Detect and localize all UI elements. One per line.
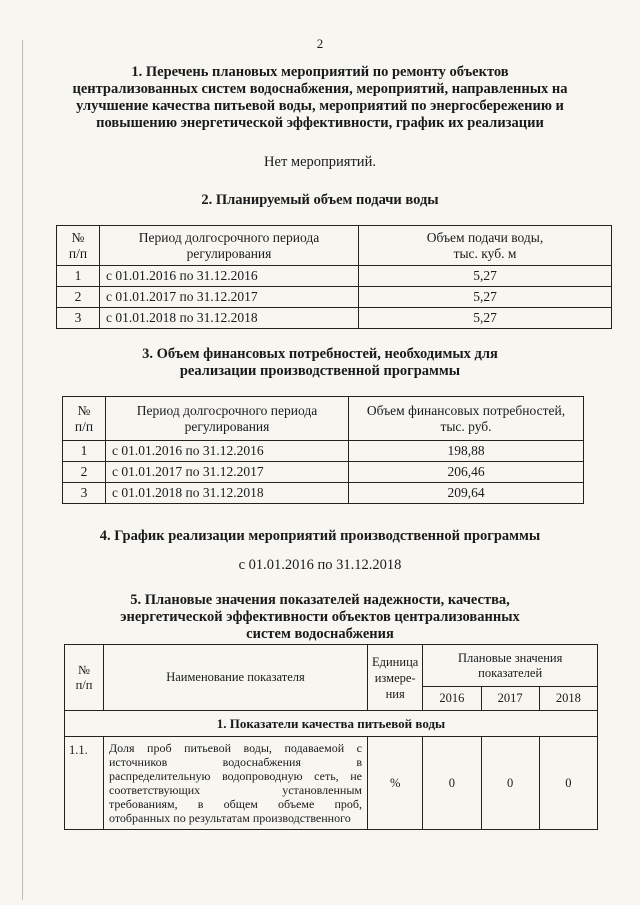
section5-title: 5. Плановые значения показателей надежности, качества, энергетической эффективности объектов централизованных систем водоснабжения (120, 592, 520, 642)
group-title: 1. Показатели качества питьевой воды (65, 711, 598, 737)
table-row: 2 с 01.01.2017 по 31.12.2017 5,27 (57, 287, 612, 308)
header-period: Период долгосрочного периода регулирования (100, 226, 359, 266)
page-number: 2 (316, 36, 324, 51)
section3-title: 3. Объем финансовых потребностей, необходимых для реализации производственной программы (142, 346, 498, 379)
table-row: 2 с 01.01.2017 по 31.12.2017 206,46 (63, 462, 584, 483)
header-indicator-name: Наименование показателя (104, 645, 368, 711)
table-row: 3 с 01.01.2018 по 31.12.2018 5,27 (57, 308, 612, 329)
header-year-2017: 2017 (481, 687, 539, 711)
row-num: 1.1. (65, 737, 104, 830)
header-num: № п/п (57, 226, 100, 266)
section1-title: 1. Перечень плановых мероприятий по ремонту объектов централизованных систем водоснабжения, мероприятий, направленных на улучшение качества питьевой воды, мероприятий по энергосбережению и повышению энергетической эффективности, график их реализации (72, 64, 568, 131)
header-period: Период долгосрочного периода регулирования (106, 397, 349, 441)
table-header-row (65, 645, 598, 687)
row-value-2017: 0 (481, 737, 539, 830)
header-num: № п/п (63, 397, 106, 441)
scan-margin-line (22, 40, 23, 900)
row-unit: % (368, 737, 423, 830)
header-year-2016: 2016 (423, 687, 481, 711)
section1-note: Нет мероприятий. (264, 154, 376, 170)
header-num: № п/п (65, 645, 104, 711)
header-planned-values: Плановые значения показателей (423, 645, 598, 687)
section4-period: с 01.01.2016 по 31.12.2018 (238, 557, 402, 573)
table-row: 3 с 01.01.2018 по 31.12.2018 209,64 (63, 483, 584, 504)
section4-title: 4. График реализации мероприятий производственной программы (99, 528, 541, 544)
row-value-2018: 0 (539, 737, 597, 830)
row-value-2016: 0 (423, 737, 481, 830)
row-indicator-name: Доля проб питьевой воды, подаваемой с источников водоснабжения в распределительную водопроводную сеть, не соответствующих установленным требованиям, в общем объеме проб, отобранных по результатам производственного (104, 737, 368, 830)
financial-needs-table (62, 396, 584, 504)
table-row: 1 с 01.01.2016 по 31.12.2016 198,88 (63, 441, 584, 462)
header-value: Объем финансовых потребностей, тыс. руб. (349, 397, 584, 441)
header-unit: Единица измере- ния (368, 645, 423, 711)
section2-title: 2. Планируемый объем подачи воды (201, 192, 439, 208)
table-row (65, 737, 598, 830)
indicators-table (64, 644, 598, 830)
table-header-row (57, 226, 612, 266)
table-header-row (63, 397, 584, 441)
header-value: Объем подачи воды, тыс. куб. м (359, 226, 612, 266)
header-year-2018: 2018 (539, 687, 597, 711)
water-supply-table (56, 225, 612, 329)
table-group-row (65, 711, 598, 737)
table-row: 1 с 01.01.2016 по 31.12.2016 5,27 (57, 266, 612, 287)
